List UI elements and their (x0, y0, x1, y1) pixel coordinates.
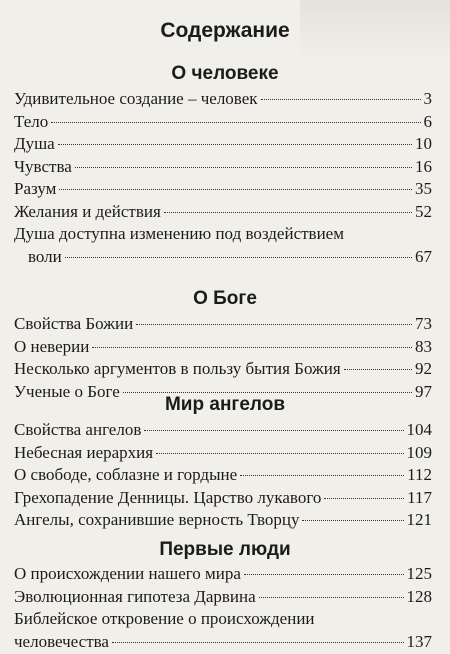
entries-list (0, 88, 450, 268)
toc-entry[interactable] (14, 419, 432, 442)
dot-leader (302, 520, 403, 521)
entry-title: Разум (14, 179, 57, 198)
toc-entry[interactable] (14, 464, 432, 487)
section-o-boge (0, 287, 450, 403)
entry-page: 97 (415, 381, 432, 401)
dot-leader (51, 122, 420, 123)
dot-leader (164, 212, 412, 213)
section-pervye-lyudi (0, 538, 450, 653)
entry-title: О происхождении нашего мира (14, 564, 241, 583)
toc-entry[interactable] (14, 608, 432, 653)
toc-entry[interactable] (14, 156, 432, 179)
entry-title: Душа (14, 134, 55, 153)
entry-page: 35 (415, 179, 432, 198)
toc-entry[interactable] (14, 509, 432, 532)
entry-page: 112 (407, 465, 432, 484)
section-heading: Мир ангелов (164, 394, 286, 415)
dot-leader (324, 498, 404, 499)
toc-entry[interactable] (14, 358, 432, 381)
entries-list (0, 419, 450, 532)
toc-entry[interactable] (14, 223, 432, 268)
dot-leader (240, 475, 404, 476)
dot-leader (92, 347, 412, 348)
entry-page: 121 (406, 510, 432, 529)
toc-entry[interactable] (14, 313, 432, 336)
section-heading: О человеке (171, 63, 279, 84)
entry-title-line1: Библейское откровение о происхождении (14, 609, 315, 628)
toc-entry[interactable] (14, 336, 432, 359)
section-heading: Первые люди (159, 539, 291, 560)
section-o-cheloveke (0, 62, 450, 268)
dot-leader (259, 597, 404, 598)
dot-leader (75, 167, 412, 168)
section-heading: О Боге (193, 288, 257, 309)
entry-page: 125 (406, 564, 432, 583)
entries-list (0, 563, 450, 653)
entry-title: Свойства Божии (14, 314, 134, 333)
entry-title: О неверии (14, 336, 90, 356)
toc-entry[interactable] (14, 111, 432, 134)
entry-title: Удивительное создание – человек (14, 89, 258, 108)
entry-title: Чувства (14, 156, 72, 176)
entry-page: 128 (406, 586, 432, 606)
dot-leader (344, 369, 412, 370)
entry-title: О свободе, соблазне и гордыне (14, 465, 238, 484)
entry-title: Ангелы, сохранившие верность Творцу (14, 510, 300, 529)
entry-title: Желания и действия (14, 201, 161, 221)
entry-title: Несколько аргументов в пользу бытия Божия (14, 359, 341, 378)
entry-title: Грехопадение Денницы. Царство лукавого (14, 487, 322, 507)
dot-leader (261, 99, 421, 100)
toc-entry[interactable] (14, 201, 432, 224)
toc-entry[interactable] (14, 178, 432, 201)
entry-title: воли (28, 246, 62, 266)
entry-page: 109 (406, 442, 432, 462)
section-mir-angelov (0, 393, 450, 532)
entry-title: Эволюционная гипотеза Дарвина (14, 586, 256, 606)
entry-page: 73 (415, 314, 432, 333)
dot-leader (58, 144, 412, 145)
entries-list (0, 313, 450, 403)
entry-page: 137 (406, 631, 432, 651)
entry-page: 6 (423, 111, 432, 131)
toc-entry[interactable] (14, 442, 432, 465)
dot-leader (65, 257, 412, 258)
dot-leader (156, 453, 403, 454)
dot-leader (136, 324, 412, 325)
entry-title-line1: Душа доступна изменению под воздействием (14, 224, 344, 243)
entry-page: 16 (415, 156, 432, 176)
entry-page: 3 (423, 89, 432, 108)
entry-title: Тело (14, 111, 49, 131)
toc-entry[interactable] (14, 133, 432, 156)
entry-title: человечества (14, 631, 109, 651)
entry-page: 52 (415, 201, 432, 221)
entry-title: Свойства ангелов (14, 420, 142, 439)
dot-leader (244, 574, 404, 575)
entry-page: 117 (407, 487, 432, 507)
page-title: Содержание (160, 19, 290, 42)
entry-page: 104 (406, 420, 432, 439)
toc-entry[interactable] (14, 88, 432, 111)
entry-title: Небесная иерархия (14, 442, 154, 462)
entry-page: 83 (415, 336, 432, 356)
entry-page: 67 (415, 246, 432, 266)
entry-page: 92 (415, 359, 432, 378)
toc-entry[interactable] (14, 487, 432, 510)
dot-leader (112, 642, 404, 643)
dot-leader (59, 189, 412, 190)
toc-entry[interactable] (14, 586, 432, 609)
entry-title: Ученые о Боге (14, 381, 120, 401)
dot-leader (144, 430, 403, 431)
entry-page: 10 (415, 134, 432, 153)
toc-entry[interactable] (14, 563, 432, 586)
